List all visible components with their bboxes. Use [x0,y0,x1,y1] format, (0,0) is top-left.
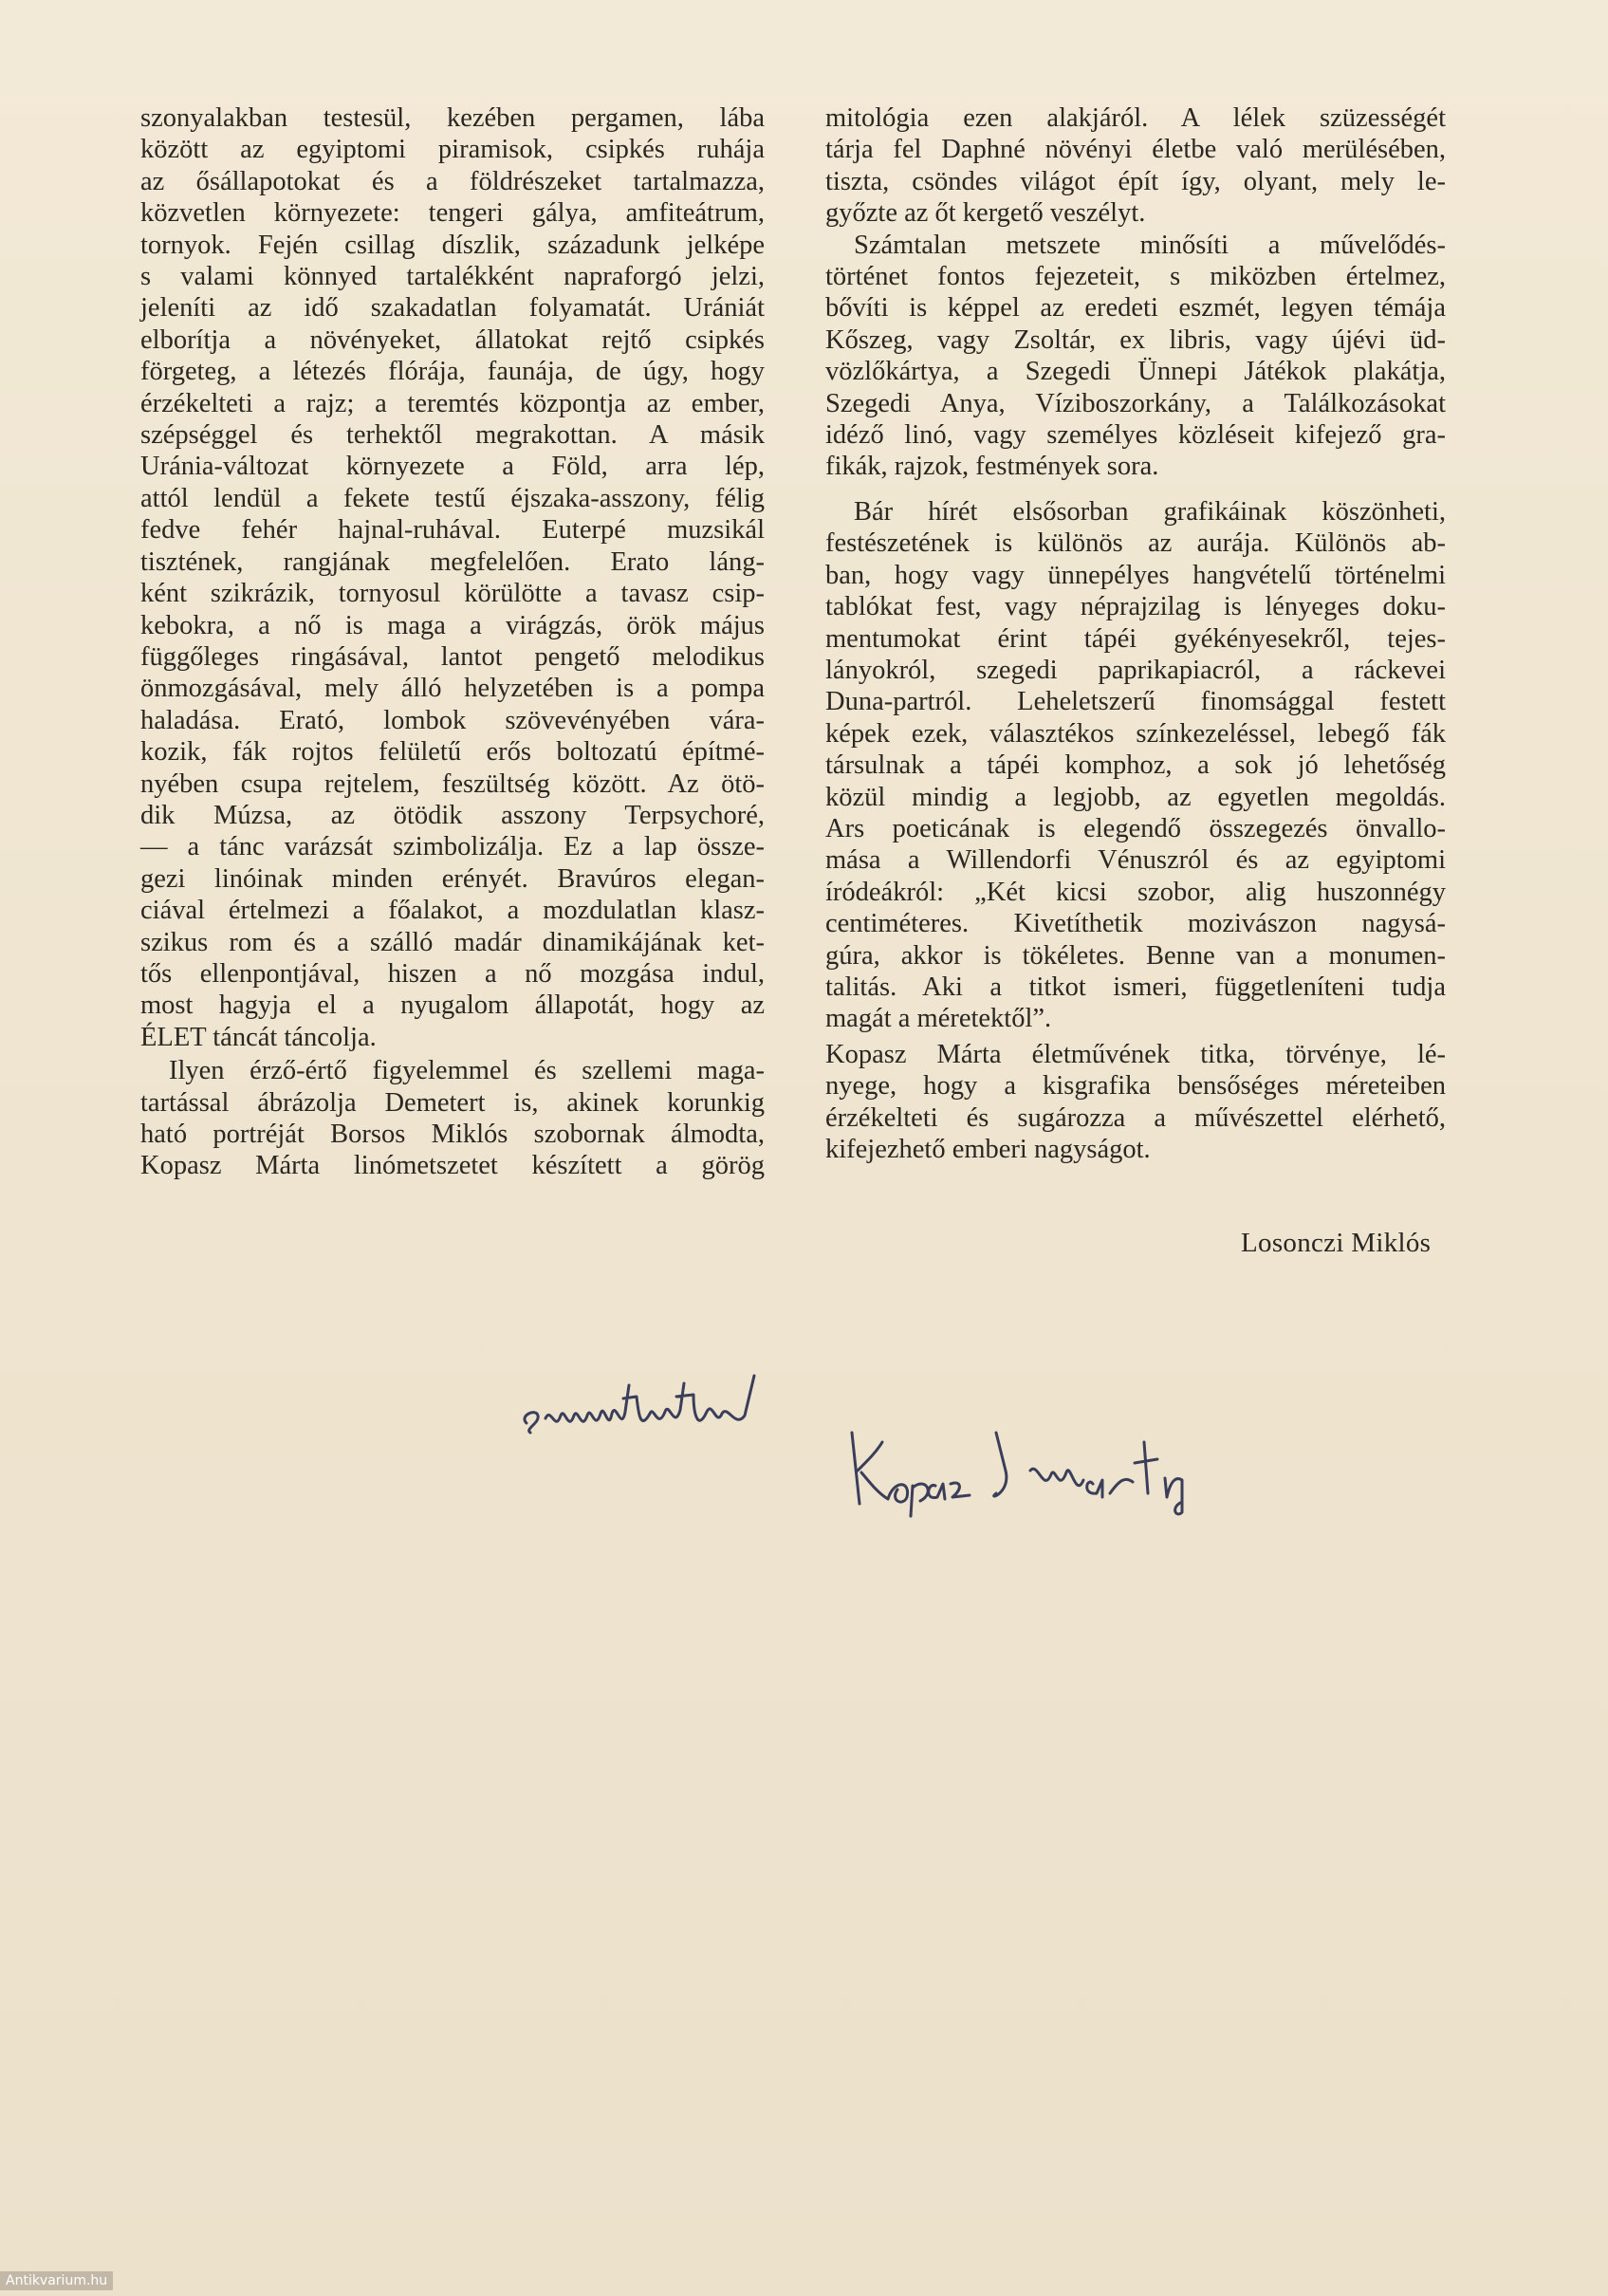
text-line: tiszta, csöndes világot épít így, olyant, mely le- [825,166,1446,196]
text-line: magát a méretektől”. [825,1004,1052,1034]
text-line: mitológia ezen alakjáról. A lélek szüzességét [825,103,1446,133]
text-line: tős ellenpontjával, hiszen a nő mozgása indul, [140,958,765,989]
text-line: tornyok. Fején csillag díszlik, századunk jelképe [140,230,765,260]
text-line: képek ezek, választékos színkezeléssel, lebegő fák [825,718,1446,749]
text-line: tablókat fest, vagy néprajzilag is lényeges doku- [825,592,1446,622]
text-line: szépséggel és terhektől megrakottan. A másik [140,420,765,451]
text-line: függőleges ringásával, lantot pengető melodikus [140,641,765,672]
text-line: szonyalakban testesül, kezében pergamen, lába [140,103,765,133]
text-line: ÉLET táncát táncolja. [140,1022,377,1052]
text-line: Ars poeticának is elegendő összegezés önvallo- [825,813,1446,843]
text-line: között az egyiptomi piramisok, csipkés ruhája [140,135,765,165]
text-line: fedve fehér hajnal-ruhával. Euterpé muzsikál [140,515,765,546]
text-line: Kőszeg, vagy Zsoltár, ex libris, vagy újévi üd- [825,324,1446,355]
text-line: attól lendül a fekete testű éjszaka-asszony, félig [140,483,765,513]
text-line: gúra, akkor is tökéletes. Benne van a monumen- [825,940,1446,971]
text-line: Duna-partról. Leheletszerű finomsággal festett [825,687,1446,717]
text-line: közül mindig a legjobb, az egyetlen megoldás. [825,782,1446,812]
text-line: tisztének, rangjának megfelelően. Erato láng- [140,546,765,577]
text-line: nyében csupa rejtelem, feszültség között. Az ötö- [140,768,765,799]
text-line: győzte az őt kergető veszélyt. [825,198,1146,229]
text-line: elborítja a növényeket, állatokat rejtő csipkés [140,324,765,355]
text-line: kozik, fák rojtos felületű erős boltozatú építmé- [140,737,765,768]
text-line: haladása. Erató, lombok szövevényében vára- [140,705,765,735]
text-line: ható portréját Borsos Miklós szobornak álmodta, [140,1120,765,1149]
text-line: idéző linó, vagy személyes közléseit kifejező gra- [825,420,1446,451]
right-paragraph-3 [825,496,1446,1035]
text-line: közvetlen környezete: tengeri gálya, amfiteátrum, [140,198,765,229]
text-line: mentumokat érint tápéi gyékényesekről, tejes- [825,623,1446,654]
right-paragraph-4 [825,1039,1446,1166]
text-line: bővíti is képpel az eredeti eszmét, legyen témája [825,293,1446,324]
text-line: kebokra, a nő is maga a virágzás, örök május [140,610,765,640]
text-line: s valami könnyed tartalékként napraforgó jelzi, [140,262,765,292]
text-line: fikák, rajzok, festmények sora. [825,452,1159,482]
text-line: nyege, hogy a kisgrafika bensőséges méreteiben [825,1071,1446,1102]
text-line: íródeákról: „Két kicsi szobor, alig huszonnégy [825,877,1446,907]
right-paragraph-2 [825,230,1446,483]
text-line: ban, hogy vagy ünnepélyes hangvételű történelmi [825,560,1446,590]
text-line: önmozgásával, mely álló helyzetében is a pompa [140,674,765,704]
text-line: Kopasz Márta linómetszetet készített a görög [140,1151,765,1181]
text-line: ciával értelmezi a főalakot, a mozdulatlan klasz- [140,896,765,926]
text-line: történet fontos fejezeteit, s miközben értelmez, [825,262,1446,292]
text-line: centiméteres. Kivetíthetik mozivászon nagysá- [825,909,1446,939]
text-line: érzékelteti és sugározza a művészettel elérhető, [825,1102,1446,1133]
left-paragraph-2 [140,1055,765,1182]
text-line: talitás. Aki a titkot ismeri, függetleníteni tudja [825,972,1446,1002]
handwritten-signature [844,1414,1224,1518]
text-line: most hagyja el a nyugalom állapotát, hogy az [140,991,765,1021]
handwritten-dedication [517,1366,792,1442]
author-name: Losonczi Miklós [1241,1228,1432,1258]
text-line: kifejezhető emberi nagyságot. [825,1135,1151,1164]
text-line: vözlőkártya, a Szegedi Ünnepi Játékok plakátja, [825,357,1446,387]
text-line: festészetének is különös az aurája. Különös ab- [825,528,1446,559]
text-line: Bár hírét elsősorban grafikáinak köszönheti, [854,496,1446,527]
text-line: dik Múzsa, az ötödik asszony Terpsychoré, [140,800,765,830]
text-line: — a tánc varázsát szimbolizálja. Ez a lap össze- [140,832,765,862]
text-line: társulnak a tápéi komphoz, a sok jó lehetőség [825,750,1446,781]
text-line: Számtalan metszete minősíti a művelődés- [854,230,1446,260]
text-line: az ősállapotokat és a földrészeket tartalmazza, [140,166,765,196]
text-line: ként szikrázik, tornyosul körülötte a tavasz csip- [140,579,765,609]
text-line: szikus rom és a szálló madár dinamikájának ket- [140,927,765,957]
text-line: tartással ábrázolja Demetert is, akinek korunkig [140,1087,765,1118]
text-line: érzékelteti a rajz; a teremtés központja az ember, [140,388,765,418]
text-line: tárja fel Daphné növényi életbe való merülésében, [825,135,1446,165]
text-line: mása a Willendorfi Vénuszról és az egyiptomi [825,845,1446,876]
text-line: Ilyen érző-értő figyelemmel és szellemi maga- [169,1056,765,1086]
text-line: Uránia-változat környezete a Föld, arra lép, [140,452,765,482]
left-column [140,102,765,1182]
text-line: lányokról, szegedi paprikapiacról, a ráckevei [825,655,1446,685]
text-line: Szegedi Anya, Víziboszorkány, a Találkozásokat [825,388,1446,418]
left-paragraph-1 [140,102,765,1053]
watermark: Antikvarium.hu [0,2271,113,2290]
text-line: jeleníti az idő szakadatlan folyamatát. Urániát [140,293,765,324]
text-line: förgeteg, a létezés flórája, faunája, de úgy, hogy [140,357,765,387]
right-paragraph-1 [825,102,1446,230]
text-line: Kopasz Márta életművének titka, törvénye, lé- [825,1039,1446,1069]
right-column [825,102,1446,1165]
text-line: gezi linóinak minden erényét. Bravúros elegan- [140,863,765,894]
